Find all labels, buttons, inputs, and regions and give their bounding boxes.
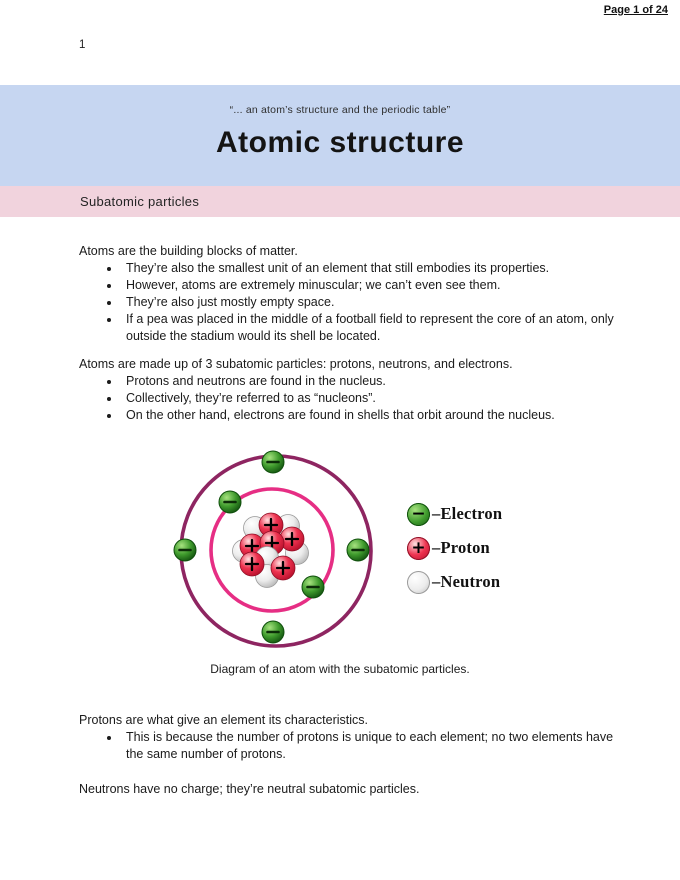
- legend-row-electron: [407, 497, 567, 531]
- diagram-caption: Diagram of an atom with the subatomic particles.: [210, 662, 470, 676]
- title-banner: [0, 85, 680, 186]
- bullet-item: • This is because the number of protons is unique to each element; no two elements have the same number of protons.: [121, 729, 620, 763]
- bullet-item: • On the other hand, electrons are found in shells that orbit around the nucleus.: [121, 407, 620, 424]
- bullet-item: • They’re also the smallest unit of an element that still embodies its properties.: [121, 260, 620, 277]
- paragraph-block-1: [79, 243, 620, 345]
- paragraph-lead: Atoms are the building blocks of matter.: [79, 244, 298, 258]
- section-banner: [0, 186, 680, 217]
- bullet-item: • If a pea was placed in the middle of a football field to represent the core of an atom, only outside the stadium would its shell be located.: [121, 311, 620, 345]
- paragraph-block-2: [79, 356, 620, 424]
- page-indicator: Page 1 of 24: [603, 4, 668, 16]
- bullet-list: [79, 729, 620, 763]
- page-number: 1: [79, 39, 86, 51]
- bullet-list: [79, 260, 620, 345]
- legend-label: –Electron: [432, 504, 503, 523]
- bullet-item: • Collectively, they’re referred to as “nucleons”.: [121, 390, 620, 407]
- minus-icon: −: [411, 503, 426, 524]
- bullet-item: • Protons and neutrons are found in the nucleus.: [121, 373, 620, 390]
- paragraph-lead: Neutrons have no charge; they’re neutral subatomic particles.: [79, 782, 420, 796]
- bullet-item: • They’re also just mostly empty space.: [121, 294, 620, 311]
- legend-label: –Neutron: [432, 572, 501, 591]
- paragraph-lead: Protons are what give an element its characteristics.: [79, 713, 369, 727]
- electron-icon: [407, 503, 430, 526]
- diagram-legend: [407, 497, 567, 599]
- paragraph-block-3: [79, 712, 620, 763]
- plus-icon: +: [411, 537, 426, 558]
- legend-row-neutron: [407, 565, 567, 599]
- bullet-list: [79, 373, 620, 424]
- bullet-item: • However, atoms are extremely minuscular; we can’t even see them.: [121, 277, 620, 294]
- page-title: Atomic structure: [215, 126, 465, 159]
- proton-icon: [407, 537, 430, 560]
- section-banner-label: Subatomic particles: [80, 194, 200, 209]
- title-quote: “... an atom’s structure and the periodic table”: [229, 104, 451, 116]
- legend-label: –Proton: [432, 538, 490, 557]
- neutron-icon: [407, 571, 430, 594]
- paragraph-lead: Atoms are made up of 3 subatomic particles: protons, neutrons, and electrons.: [79, 357, 513, 371]
- legend-row-proton: [407, 531, 567, 565]
- nucleus: [233, 513, 309, 588]
- paragraph-block-4: [79, 781, 620, 798]
